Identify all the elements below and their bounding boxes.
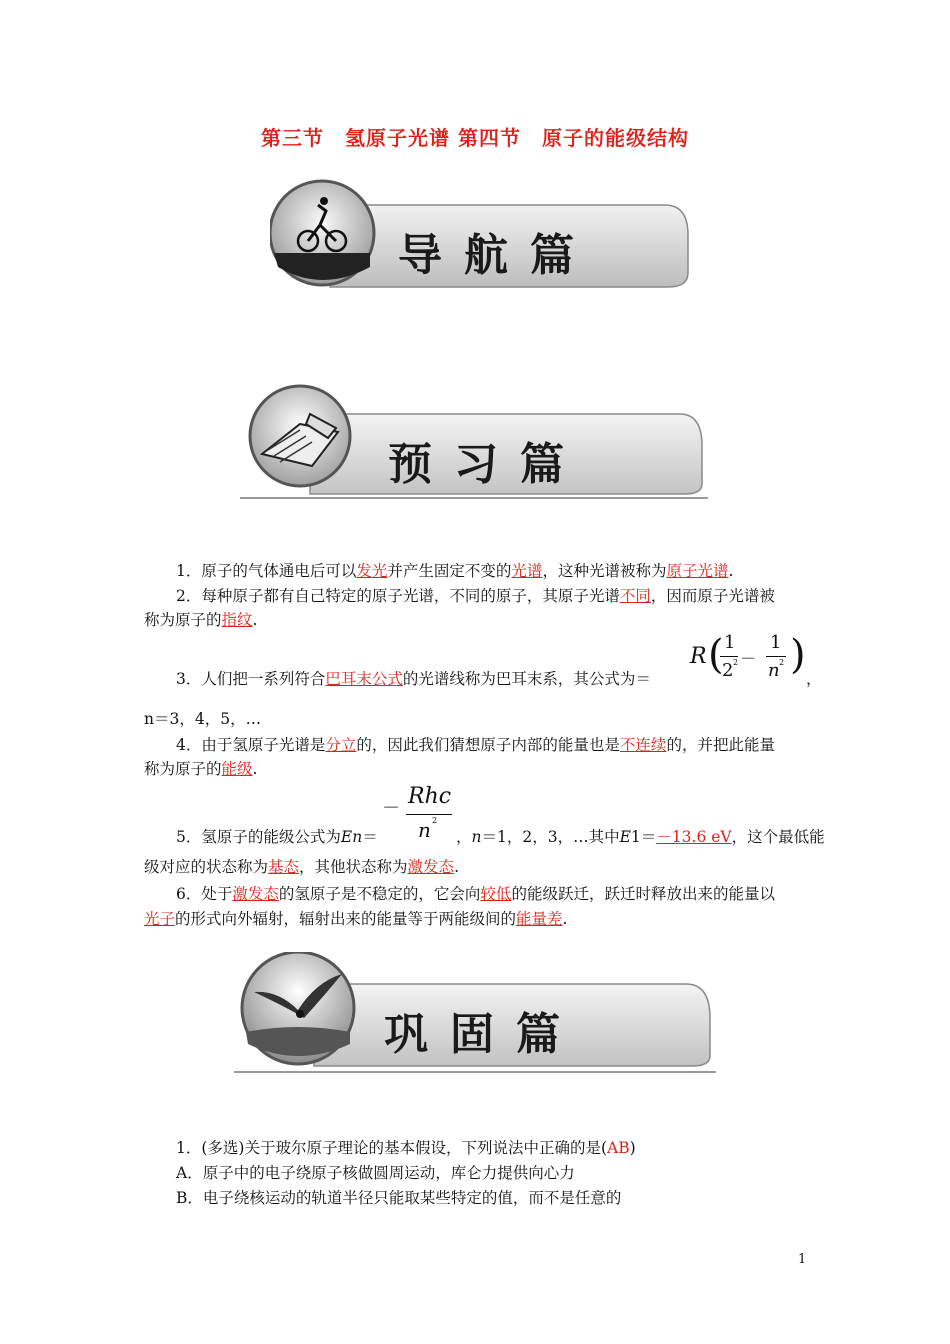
- text: ＝: [640, 828, 657, 846]
- answer: 原子光谱: [666, 562, 729, 580]
- answer: AB: [607, 1139, 630, 1157]
- preview-item-5-cont: [456, 825, 825, 849]
- formula-energy-level: [382, 784, 462, 842]
- preview-item-4: [176, 733, 775, 757]
- question-1: [176, 1136, 636, 1160]
- text: .: [252, 611, 258, 629]
- text: ＝1，2，3，…其中: [481, 828, 620, 846]
- formula-den-n: n: [418, 818, 431, 842]
- text: ): [629, 1139, 636, 1157]
- preview-item-4-line2: [144, 757, 257, 781]
- text: 氢原子的能级公式为: [201, 828, 341, 846]
- answer: 指纹: [221, 611, 253, 629]
- answer: 巴耳末公式: [325, 670, 403, 688]
- text: .: [252, 760, 258, 778]
- preview-item-6: [176, 882, 775, 906]
- formula-num-1: 1: [724, 632, 736, 653]
- text: 由于氢原子光谱是: [201, 736, 326, 754]
- text: 1: [630, 828, 641, 846]
- text: 的光谱线称为巴耳末系，其公式为＝: [402, 670, 651, 688]
- formula-frac-bar: [406, 814, 452, 815]
- formula-comma: ，: [806, 670, 822, 688]
- answer: 分立: [325, 736, 357, 754]
- preview-item-1: [176, 559, 733, 583]
- preview-item-2: [176, 584, 775, 608]
- formula-minus: －: [382, 798, 400, 819]
- symbol-En: En: [340, 828, 363, 846]
- text: 的，并把此能量: [666, 736, 775, 754]
- item-number: 6．: [176, 885, 202, 903]
- answer: 能量差: [516, 910, 563, 928]
- formula-sup: 2: [733, 658, 739, 667]
- formula-balmer: [690, 630, 810, 690]
- text: 的，因此我们猜想原子内部的能量也是: [356, 736, 620, 754]
- text: 处于: [201, 885, 233, 903]
- item-number: 2．: [176, 587, 202, 605]
- formula-sup-2: 2: [779, 658, 785, 667]
- formula-frac-bar-2: [766, 656, 786, 657]
- preview-item-3: [176, 667, 651, 691]
- page-number: 1: [798, 1252, 807, 1267]
- text: 的能级跃迁，跃迁时释放出来的能量以: [511, 885, 775, 903]
- preview-item-5-line2: [144, 855, 459, 879]
- answer: －13.6 eV: [656, 828, 732, 846]
- banner-preview-label: 预习篇: [388, 439, 586, 490]
- preview-item-3-line2: n＝3，4，5，…: [144, 710, 262, 728]
- item-number: 5．: [176, 828, 202, 846]
- banner-preview: [240, 384, 710, 504]
- formula-num-1b: 1: [770, 632, 782, 653]
- text: 人们把一系列符合: [201, 670, 326, 688]
- banner-nav: [270, 175, 690, 293]
- banner-nav-label: 导航篇: [398, 230, 596, 281]
- text: ，这个最低能: [731, 828, 825, 846]
- text: 的形式向外辐射，辐射出来的能量等于两能级间的: [175, 910, 517, 928]
- answer: 发光: [356, 562, 388, 580]
- answer: 激发态: [232, 885, 279, 903]
- preview-item-2-line2: [144, 608, 257, 632]
- formula-paren-left: (: [708, 632, 724, 678]
- answer: 能级: [221, 760, 253, 778]
- text: 每种原子都有自己特定的原子光谱，不同的原子，其原子光谱: [201, 587, 620, 605]
- banner-consolidate-label: 巩固篇: [384, 1009, 582, 1060]
- formula-sup: 2: [432, 816, 438, 825]
- symbol-E: E: [619, 828, 631, 846]
- text: ，因而原子光谱被: [650, 587, 775, 605]
- text: ，: [456, 828, 472, 846]
- text: (多选)关于玻尔原子理论的基本假设，下列说法中正确的是(: [201, 1139, 608, 1157]
- text: ，这种光谱被称为: [542, 562, 667, 580]
- answer: 不连续: [619, 736, 667, 754]
- symbol-n: n: [471, 828, 482, 846]
- text: 并产生固定不变的: [387, 562, 512, 580]
- formula-paren-right: ): [790, 632, 806, 678]
- text: .: [454, 858, 459, 876]
- formula-den-n: n: [768, 660, 780, 681]
- item-number: 4．: [176, 736, 202, 754]
- text: .: [562, 910, 568, 928]
- formula-R: R: [690, 644, 707, 669]
- preview-item-6-line2: [144, 907, 567, 931]
- formula-den-2: 2: [722, 660, 734, 681]
- formula-frac-bar: [720, 656, 738, 657]
- formula-Rhc: Rhc: [408, 784, 452, 809]
- option-b: B．电子绕核运动的轨道半径只能取某些特定的值，而不是任意的: [176, 1189, 622, 1207]
- text: 原子的气体通电后可以: [201, 562, 357, 580]
- item-number: 1．: [176, 562, 202, 580]
- text: 称为原子的: [144, 760, 222, 778]
- text: ＝: [362, 828, 378, 846]
- preview-item-5: [176, 825, 378, 849]
- page-title: 第三节 氢原子光谱 第四节 原子的能级结构: [261, 126, 689, 150]
- text: ，其他状态称为: [299, 858, 408, 876]
- answer: 基态: [268, 858, 300, 876]
- text: .: [728, 562, 734, 580]
- answer: 激发态: [407, 858, 455, 876]
- text: 称为原子的: [144, 611, 222, 629]
- answer: 不同: [619, 587, 651, 605]
- text: 的氢原子是不稳定的，它会向: [278, 885, 481, 903]
- answer: 较低: [480, 885, 512, 903]
- option-a: A．原子中的电子绕原子核做圆周运动，库仑力提供向心力: [176, 1164, 575, 1182]
- banner-consolidate: [234, 952, 718, 1076]
- answer: 光子: [144, 910, 176, 928]
- item-number: 3．: [176, 670, 202, 688]
- item-number: 1．: [176, 1139, 202, 1157]
- text: 级对应的状态称为: [144, 858, 269, 876]
- formula-minus: －: [740, 649, 757, 668]
- answer: 光谱: [511, 562, 543, 580]
